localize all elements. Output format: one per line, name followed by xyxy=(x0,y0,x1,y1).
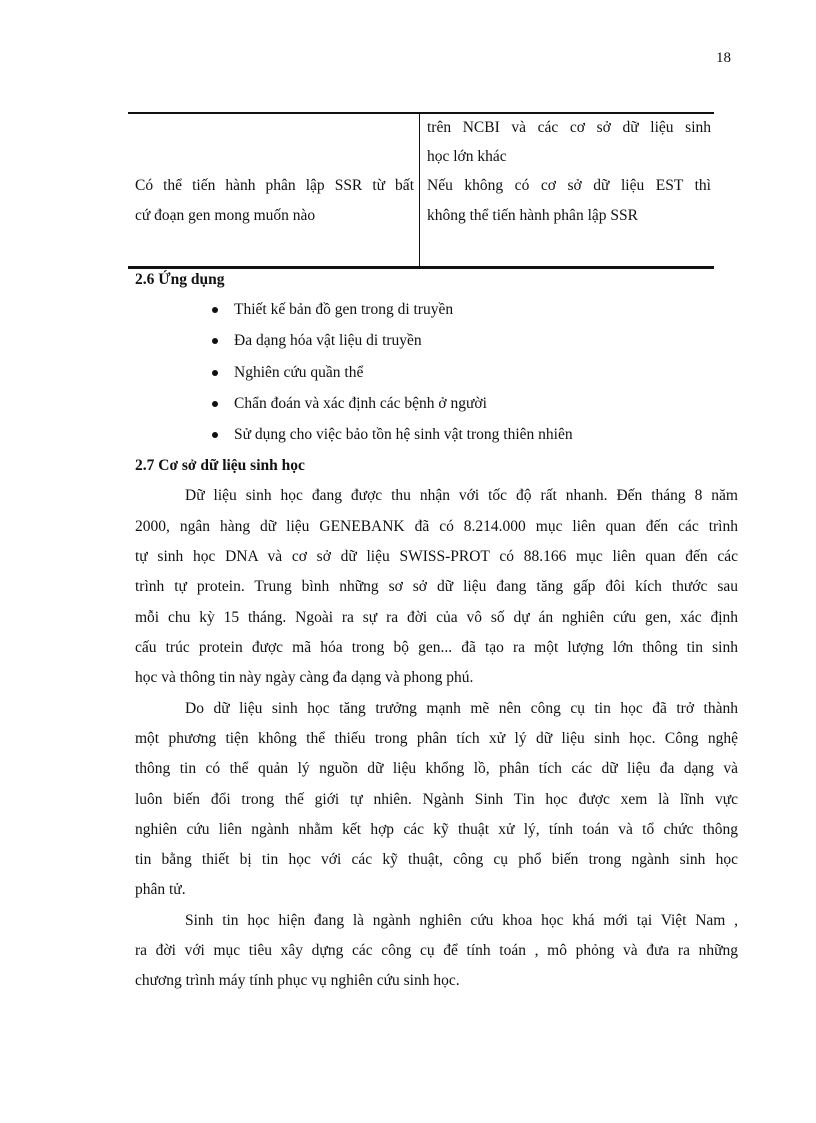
bullet-icon xyxy=(212,338,218,344)
paragraph-line: chương trình máy tính phục vụ nghiên cứu sinh học. xyxy=(135,972,460,989)
section-heading-applications: 2.6 Ứng dụng xyxy=(135,271,225,288)
paragraph-line: cấu trúc protein được mã hóa trong bộ gen... đã tạo ra một lượng lớn thông tin sinh xyxy=(135,639,738,656)
paragraph-line: thông tin có thể quản lý nguồn dữ liệu khổng lồ, phân tích các dữ liệu đa dạng và xyxy=(135,760,738,777)
list-item-text: Chẩn đoán và xác định các bệnh ở người xyxy=(234,395,487,412)
table-column-divider xyxy=(419,114,420,266)
paragraph-line: trình tự protein. Trung bình những sơ sở dữ liệu đang tăng gấp đôi kích thước sau xyxy=(135,578,738,595)
table-top-rule xyxy=(128,112,714,114)
list-item xyxy=(212,301,453,319)
comparison-table xyxy=(128,112,714,268)
bullet-icon xyxy=(212,432,218,438)
table-cell-left-line: Có thể tiến hành phân lập SSR từ bất xyxy=(135,177,414,194)
table-cell-right-line: không thể tiến hành phân lập SSR xyxy=(427,207,638,224)
paragraph-line: 2000, ngân hàng dữ liệu GENEBANK đã có 8.214.000 mục liên quan đến các trình xyxy=(135,518,738,535)
paragraph-line: Dữ liệu sinh học đang được thu nhận với tốc độ rất nhanh. Đến tháng 8 năm xyxy=(185,487,738,504)
paragraph-line: mỗi chu kỳ 15 tháng. Ngoài ra sự ra đời của vô số dự án nghiên cứu gen, xác định xyxy=(135,609,738,626)
paragraph-line: ra đời với mục tiêu xây dựng các công cụ để tính toán , mô phỏng và đưa ra những xyxy=(135,942,738,959)
list-item-text: Thiết kế bản đồ gen trong di truyền xyxy=(234,301,454,318)
bullet-icon xyxy=(212,401,218,407)
paragraph-line: tự sinh học DNA và cơ sở dữ liệu SWISS-PROT có 88.166 mục liên quan đến các xyxy=(135,548,738,565)
list-item xyxy=(212,364,363,382)
list-item xyxy=(212,332,422,350)
bullet-icon xyxy=(212,307,218,313)
paragraph-line: học và thông tin này ngày càng đa dạng và phong phú. xyxy=(135,669,474,686)
bullet-icon xyxy=(212,370,218,376)
paragraph-line: Do dữ liệu sinh học tăng trưởng mạnh mẽ nên công cụ tin học đã trở thành xyxy=(185,700,738,717)
list-item-text: Nghiên cứu quần thể xyxy=(234,364,364,381)
paragraph-line: phân tử. xyxy=(135,881,186,898)
list-item xyxy=(212,395,487,413)
list-item xyxy=(212,426,573,444)
table-cell-right-line: học lớn khác xyxy=(427,148,507,165)
paragraph-line: một phương tiện không thể thiếu trong phân tích xử lý dữ liệu sinh học. Công nghệ xyxy=(135,730,738,747)
page-number: 18 xyxy=(716,50,731,66)
list-item-text: Đa dạng hóa vật liệu di truyền xyxy=(234,332,422,349)
paragraph-line: tin bằng thiết bị tin học với các kỹ thuật, công cụ phổ biến trong ngành sinh học xyxy=(135,851,738,868)
paragraph-line: luôn biến đổi trong thế giới tự nhiên. Ngành Sinh Tin học được xem là lĩnh vực xyxy=(135,791,738,808)
table-cell-right-line: Nếu không có cơ sở dữ liệu EST thì xyxy=(427,177,711,194)
list-item-text: Sử dụng cho việc bảo tồn hệ sinh vật trong thiên nhiên xyxy=(234,426,573,443)
section-heading-databases: 2.7 Cơ sở dữ liệu sinh học xyxy=(135,457,305,474)
table-bottom-rule xyxy=(128,266,714,269)
paragraph-line: nghiên cứu liên ngành nhằm kết hợp các kỹ thuật xử lý, tính toán và tổ chức thông xyxy=(135,821,738,838)
table-cell-right-line: trên NCBI và các cơ sở dữ liệu sinh xyxy=(427,119,711,136)
table-cell-left-line: cứ đoạn gen mong muốn nào xyxy=(135,207,316,224)
paragraph-line: Sinh tin học hiện đang là ngành nghiên cứu khoa học khá mới tại Việt Nam , xyxy=(185,912,738,929)
